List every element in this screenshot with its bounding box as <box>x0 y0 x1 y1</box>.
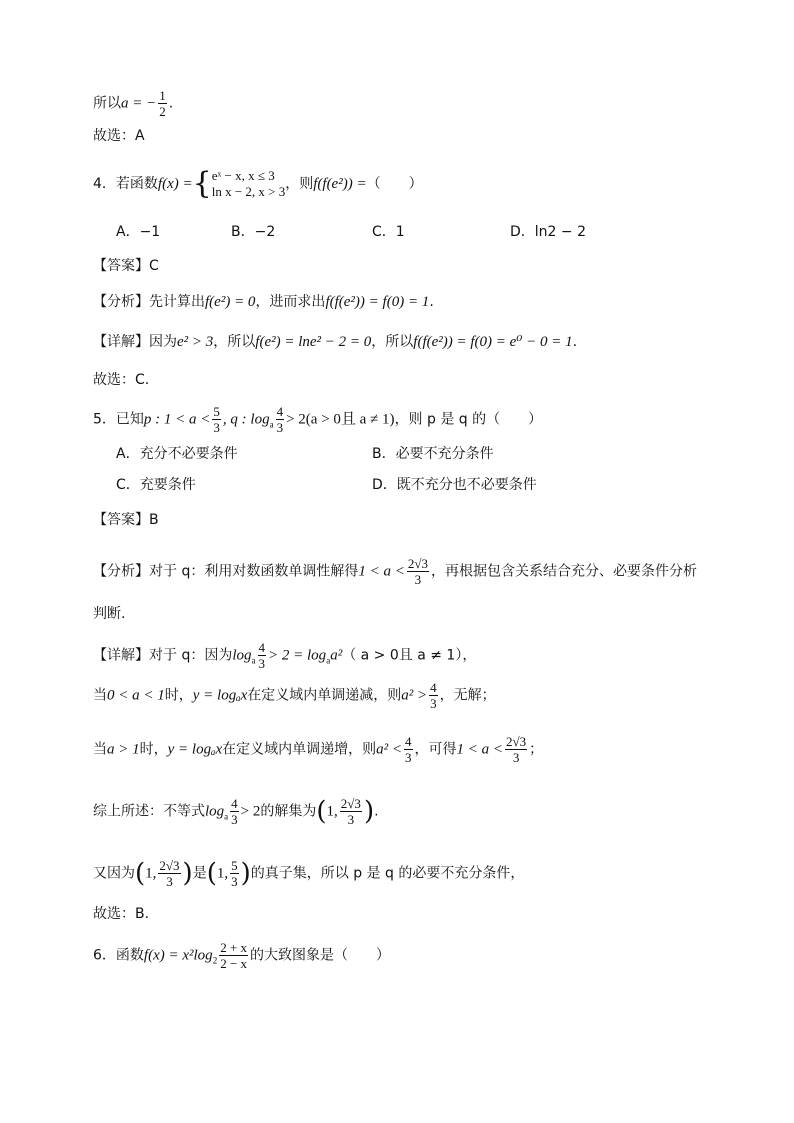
answer-label: 【答案】C <box>93 258 159 274</box>
option-c: C．1 <box>372 224 405 240</box>
choose-line: 故选：B. <box>93 906 150 922</box>
question-5: 5．已知p : 1 < a < $\frac{5}{3}$ , q : $\log_a$ $\frac{4}{3}$ > 2(a > 0且 a ≠ 1)，则 p 是 q 的（ ） <box>93 404 543 435</box>
fraction: $\frac{1}{2}$ <box>159 88 166 119</box>
answer-label: 【答案】B <box>93 512 159 528</box>
option-d: D．ln2 − 2 <box>510 224 586 240</box>
case-line: 当0 < a < 1时，y = logₐx在定义域内单调递减，则a² > $\frac{4}{3}$ ，无解； <box>93 680 496 711</box>
analysis-line-cont: 判断. <box>93 606 126 622</box>
question-6: 6．函数$f(x) = x^2\log_2$ $\frac{2 + x}{2 - x}$ 的大致图象是（ ） <box>93 940 391 971</box>
choose-line: 故选：C. <box>93 372 150 388</box>
detail-line: 【详解】因为e² > 3，所以f(e²) = lne² − 2 = 0，所以f(f(e²)) = f(0) = e⁰ − 0 = 1. <box>93 334 578 350</box>
option-a: A．−1 <box>116 224 161 240</box>
piecewise-cases: eˣ − x, x ≤ 3 ln x − 2, x > 3 <box>211 168 286 199</box>
summary-line: 综上所述：不等式$\log_a$ $\frac{4}{3}$ > 2的解集为(1, $\frac{2√3}{3}$ ). <box>93 796 379 827</box>
option-d: D．既不充分也不必要条件 <box>372 477 537 493</box>
case-line: 当a > 1时，y = logₐx在定义域内单调递增，则a² < $\frac{4}{3}$ ，可得1 < a < $\frac{2√3}{3}$ ； <box>93 734 544 765</box>
text-line: 所以a = − $\frac{1}{2}$ . <box>93 88 174 119</box>
brace-icon: { <box>192 166 212 201</box>
analysis-line: 【分析】先计算出f(e²) = 0，进而求出f(f(e²)) = f(0) = 1. <box>93 294 434 310</box>
answer-line: 故选：A <box>93 128 145 144</box>
question-4: 4．若函数f(x) ={ eˣ − x, x ≤ 3 ln x − 2, x > 3 ，则f(f(e²)) =（ ） <box>93 166 423 201</box>
option-a: A．充分不必要条件 <box>116 446 238 462</box>
detail-line: 【详解】对于 q：因为$\log_a$ $\frac{4}{3}$ > $2 = \log_aa^2$（ a > 0且 a ≠ 1）， <box>93 640 477 671</box>
option-c: C．充要条件 <box>116 477 196 493</box>
analysis-line: 【分析】对于 q：利用对数函数单调性解得1 < a < $\frac{2√3}{3}$ ，再根据包含关系结合充分、必要条件分析 <box>93 556 697 587</box>
option-b: B．必要不充分条件 <box>372 446 494 462</box>
subset-line: 又因为(1, $\frac{2√3}{3}$ )是(1, $\frac{5}{3}$ )的真子集，所以 p 是 q 的必要不充分条件， <box>93 858 525 889</box>
option-b: B．−2 <box>231 224 276 240</box>
